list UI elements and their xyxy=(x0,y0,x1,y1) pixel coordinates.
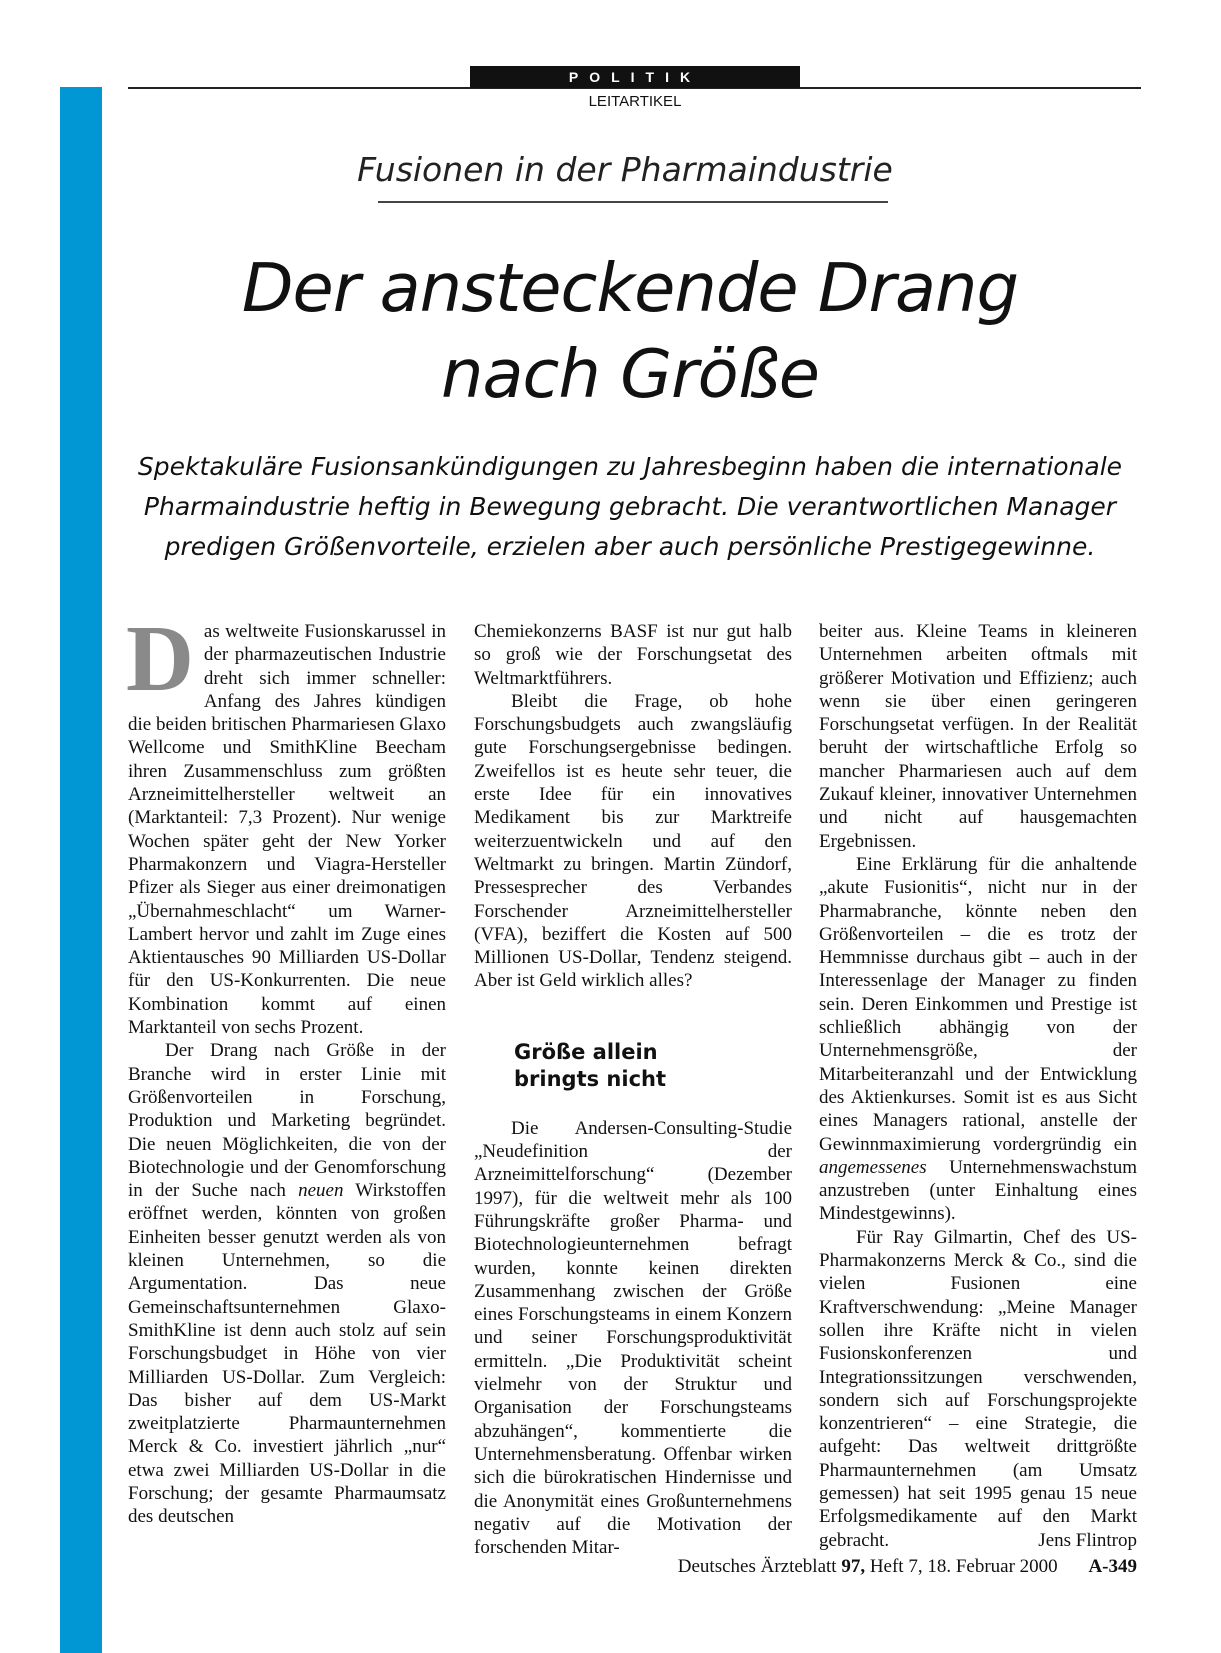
subheading xyxy=(514,1039,792,1093)
section-label: POLITIK xyxy=(470,66,800,88)
article-kicker: Fusionen in der Pharmaindustrie xyxy=(357,150,893,189)
kicker-underline xyxy=(378,201,888,203)
column-1 xyxy=(126,607,446,1529)
paragraph-text: Wirkstoffen eröffnet werden, könnten von großen Einheiten besser genutzt werden als von kleinen Unternehmen, so die Argumentation. Das neue Gemeinschaftsunternehmen Glaxo-SmithKline ist denn auch stolz auf sein Forschungsbudget in Höhe von vier Milliarden US-Dollar. Zum Vergleich: Das bisher auf dem US-Markt zweitplatzierte Pharmaunternehmen Merck & Co. investiert jährlich „nur“ etwa zwei Milliarden US-Dollar in die Forschung; der gesamte Pharmaumsatz des deutschen xyxy=(128,1180,446,1528)
journal-name: Deutsches Ärzteblatt xyxy=(677,1556,837,1577)
page-number: A-349 xyxy=(1088,1556,1137,1577)
article-lead: Spektakuläre Fusionsankündigungen zu Jahresbeginn haben die internationale Pharmaindustrie heftig in Bewegung gebracht. Die verantwortlichen Manager predigen Größenvorteile, erzielen aber auch persönliche Prestigegewinne. xyxy=(137,452,1123,561)
blue-margin-bar xyxy=(60,87,102,1653)
drop-cap: D xyxy=(126,607,194,711)
paragraph xyxy=(126,607,446,1039)
column-3 xyxy=(819,620,1137,1552)
paragraph-text: Der Drang nach Größe in der Branche wird in erster Linie mit Größenvorteilen in Forschung, Produktion und Marketing begründet. Die neuen Möglichkeiten, die von der Biotechnologie und der Genomforschung in der Suche nach xyxy=(128,1040,446,1202)
paragraph: Chemiekonzerns BASF ist nur gut halb so groß wie der Forschungsetat des Weltmarktführers. xyxy=(474,621,792,689)
author-name: Jens Flintrop xyxy=(1038,1529,1137,1551)
headline-line-1: Der ansteckende Drang xyxy=(241,249,1019,327)
column-2 xyxy=(474,620,792,1559)
paragraph-text: Für Ray Gilmartin, Chef des US-Pharmakonzerns Merck & Co., sind die vielen Fusionen eine Kraftverschwendung: „Meine Manager sollen ihre Kräfte nicht in vielen Fusionskonferenzen und Integrationssitzungen verschwenden, sondern sich auf Forschungsprojekte konzentrieren“ – eine Strategie, die aufgeht: Das weltweit drittgrößte Pharmaunternehmen (am Umsatz gemessen) hat seit 1995 genau 15 neue Erfolgsmedikamente auf den Markt gebracht. xyxy=(819,1226,1137,1551)
subheading-line-1: Größe allein xyxy=(514,1039,658,1064)
paragraph: beiter aus. Kleine Teams in kleineren Unternehmen arbeiten oftmals mit größerer Motivation und Effizienz; auch wenn sie über einen geringeren Forschungsetat verfügen. In der Realität beruht der wirtschaftliche Erfolg so mancher Pharmariesen auch auf dem Zukauf kleiner, innovativer Unternehmen und nicht auf hausgemachten Ergebnissen. xyxy=(819,621,1137,852)
headline-line-2: nach Größe xyxy=(441,335,819,413)
page-footer xyxy=(650,1556,1137,1578)
paragraph xyxy=(819,1226,1137,1552)
journal-volume: 97, xyxy=(841,1556,866,1577)
journal-issue: Heft 7, 18. Februar 2000 xyxy=(869,1556,1058,1577)
paragraph: Die Andersen-Consulting-Studie „Neudefinition der Arzneimittelforschung“ (Dezember 1997), für die weltweit mehr als 100 Führungskräfte großer Pharma- und Biotechnologieunternehmen befragt wurden, konnte keinen direkten Zusammenhang zwischen der Größe eines Forschungsteams in einem Konzern und seiner Forschungsproduktivität ermitteln. „Die Produktivität scheint vielmehr von der Struktur und Organisation der Forschungsteams abzuhängen“, kommentierte die Unternehmensberatung. Offenbar wirken sich die bürokratischen Hindernisse und die Anonymität eines Großunternehmens negativ auf die Motivation der forschenden Mitar- xyxy=(474,1117,792,1559)
paragraph xyxy=(128,1039,446,1528)
emphasis: neuen xyxy=(298,1180,344,1202)
paragraph xyxy=(819,853,1137,1226)
article-headline xyxy=(150,245,1110,417)
emphasis: angemessenes xyxy=(819,1156,927,1178)
paragraph: Bleibt die Frage, ob hohe Forschungsbudgets auch zwangsläufig gute Forschungsergebnisse bedingen. Zweifellos ist es heute sehr teuer, die erste Idee für ein innovatives Medikament bis zur Marktreife weiterzuentwickeln und auf den Weltmarkt zu bringen. Martin Zündorf, Pressesprecher des Verbandes Forschender Arzneimittelhersteller (VFA), beziffert die Kosten auf 500 Millionen US-Dollar, Tendenz steigend. Aber ist Geld wirklich alles? xyxy=(474,690,792,992)
subsection-label: LEITARTIKEL xyxy=(588,93,682,110)
paragraph-text: Eine Erklärung für die anhaltende „akute Fusionitis“, nicht nur in der Pharmabranche, könnte neben den Größenvorteilen – die es trotz der Hemmnisse durchaus gibt – auch in der Interessenlage der Manager zu finden sein. Deren Einkommen und Prestige ist schließlich abhängig von der Unternehmensgröße, der Mitarbeiteranzahl und der Entwicklung des Aktienkurses. Somit ist es aus Sicht eines Managers rational, anstelle der Gewinnmaximierung vordergründig ein xyxy=(819,853,1137,1155)
paragraph-text: Unternehmenswachstum anzustreben (unter Einhaltung eines Mindestgewinns). xyxy=(819,1156,1137,1225)
subheading-line-2: bringts nicht xyxy=(514,1066,667,1091)
paragraph-text: as weltweite Fusionskarussel in der pharmazeutischen Industrie dreht sich immer schneller: Anfang des Jahres kündigen die beiden britischen Pharmariesen Glaxo Wellcome und SmithKline Beecham ihren Zusammenschluss zum größten Arzneimittelhersteller weltweit an (Marktanteil: 7,3 Prozent). Nur wenige Wochen später geht der New Yorker Pharmakonzern und Viagra-Hersteller Pfizer als Sieger aus einer dreimonatigen „Übernahmeschlacht“ um Warner-Lambert hervor und zahlt im Zuge eines Aktientausches 90 Milliarden US-Dollar für den US-Konkurrenten. Die neue Kombination kommt auf einen Marktanteil von sechs Prozent. xyxy=(128,621,446,1039)
